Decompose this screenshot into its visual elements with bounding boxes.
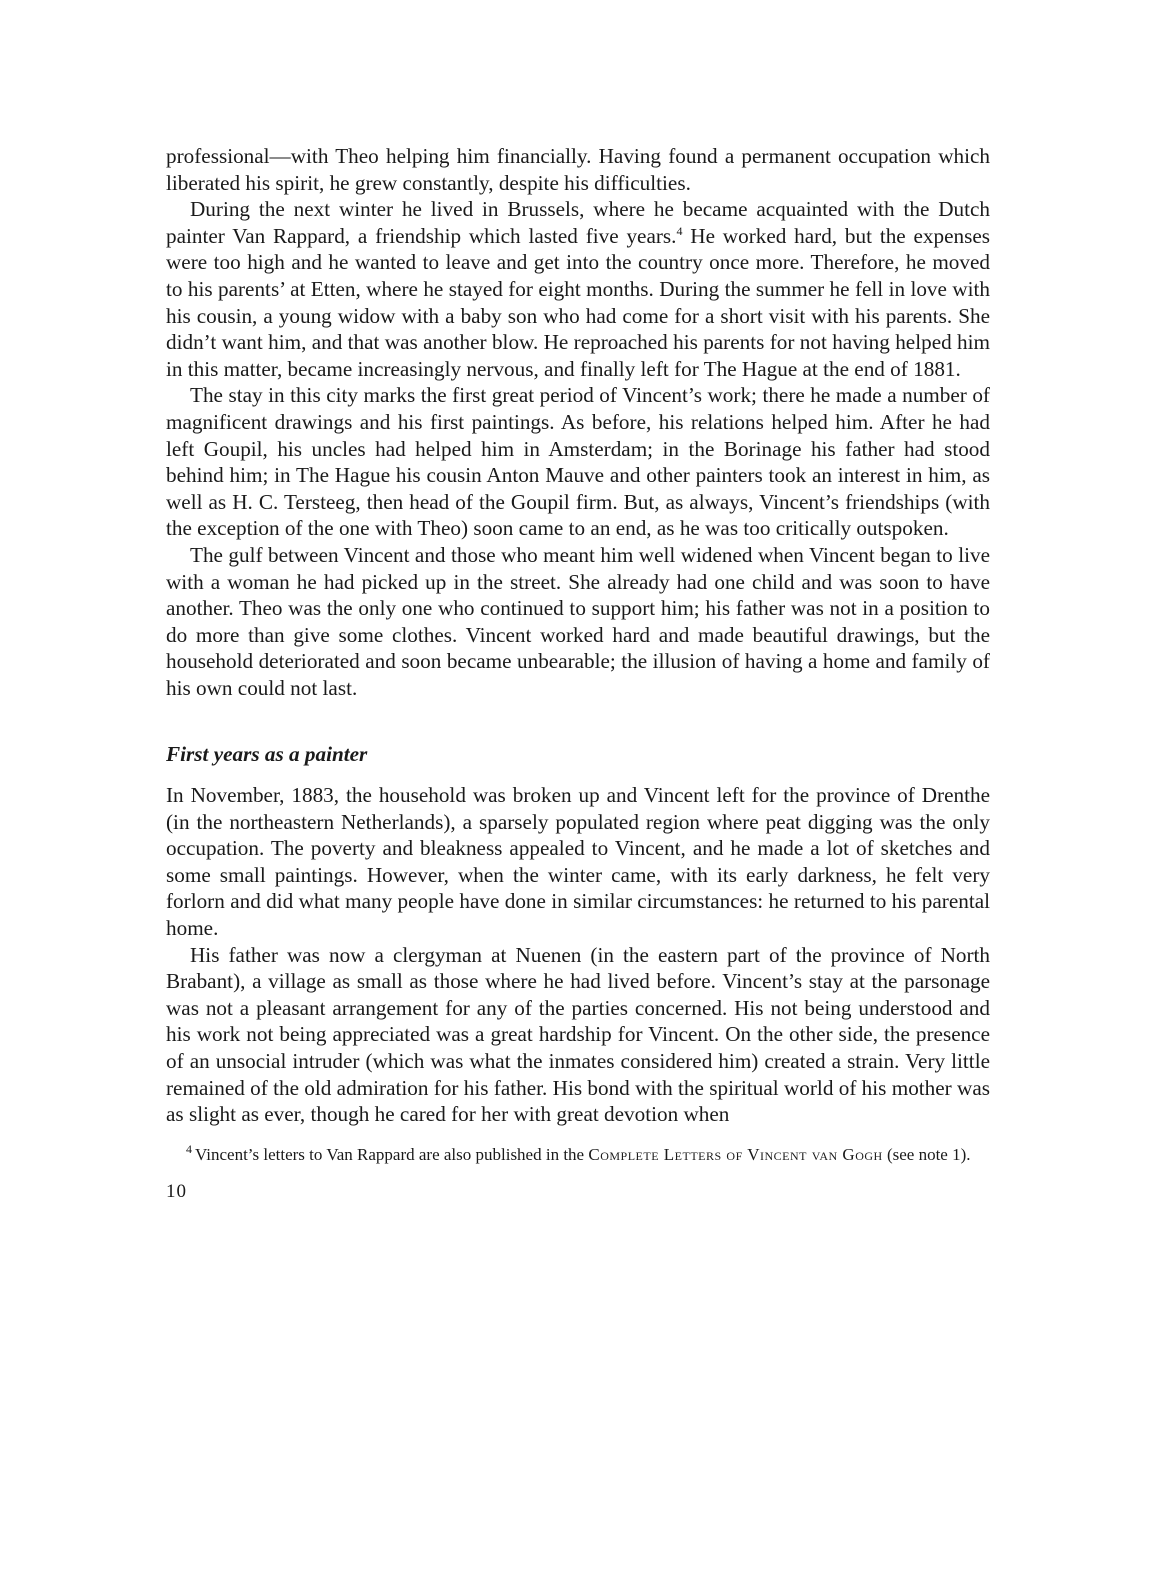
paragraph	[166, 196, 990, 382]
footnote-text: Vincent’s letters to Van Rappard are also published in the	[195, 1144, 585, 1164]
paragraph: His father was now a clergyman at Nuenen (in the eastern part of the province of North Brabant), a village as small as those where he had lived before. Vincent’s stay at the parsonage was not a pleasant arrangement for any of the parties concerned. His not being understood and his work not being appreciated was a great hardship for Vincent. On the other side, the presence of an unsocial intruder (which was what the inmates considered him) created a strain. Very little remained of the old admiration for his father. His bond with the spiritual world of his mother was as slight as ever, though he cared for her with great devotion when	[166, 942, 990, 1127]
paragraph-text: During the next winter he lived in Brussels, where he became acquainted with the Dutch painter Van Rappard, a friendship which lasted five years.	[166, 197, 990, 248]
footnote-book-title: Complete Letters of Vincent van Gogh	[588, 1144, 883, 1164]
footnote-reference: 4	[676, 223, 683, 238]
footnote-number: 4	[186, 1142, 192, 1157]
page-body	[166, 143, 990, 1203]
paragraph-text: He worked hard, but the expenses were too high and he wanted to leave and get into the country once more. Therefore, he moved to his parents’ at Etten, where he stayed for eight months. During the summer he fell in love with his cousin, a young widow with a baby son who had come for a short visit with his parents. She didn’t want him, and that was another blow. He reproached his parents for not having helped him in this matter, became increasingly nervous, and finally left for The Hague at the end of 1881.	[166, 223, 990, 381]
footnote-text: (see note 1).	[886, 1144, 971, 1164]
paragraph: In November, 1883, the household was broken up and Vincent left for the province of Drenthe (in the northeastern Netherlands), a sparsely populated region where peat digging was the only occupation. The poverty and bleakness appealed to Vincent, and he made a lot of sketches and some small paintings. However, when the winter came, with its early darkness, he felt very forlorn and did what many people have done in similar circumstances: he returned to his parental home.	[166, 783, 990, 941]
section-heading: First years as a painter	[166, 742, 368, 767]
page-number: 10	[166, 1180, 187, 1202]
paragraph: professional—with Theo helping him financially. Having found a permanent occupation which liberated his spirit, he grew constantly, despite his difficulties.	[166, 144, 990, 195]
paragraph: The gulf between Vincent and those who meant him well widened when Vincent began to live with a woman he had picked up in the street. She already had one child and was soon to have another. Theo was the only one who continued to support him; his father was not in a position to do more than give some clothes. Vincent worked hard and made beautiful drawings, but the household deteriorated and soon became unbearable; the illusion of having a home and family of his own could not last.	[166, 542, 990, 700]
paragraph: The stay in this city marks the first great period of Vincent’s work; there he made a number of magnificent drawings and his first paintings. As before, his relations helped him. After he had left Goupil, his uncles had helped him in Amsterdam; in the Borinage his father had stood behind him; in The Hague his cousin Anton Mauve and other painters took an interest in him, as well as H. C. Tersteeg, then head of the Goupil firm. But, as always, Vincent’s friendships (with the exception of the one with Theo) soon came to an end, as he was too critically outspoken.	[166, 383, 990, 541]
footnote	[166, 1144, 990, 1165]
